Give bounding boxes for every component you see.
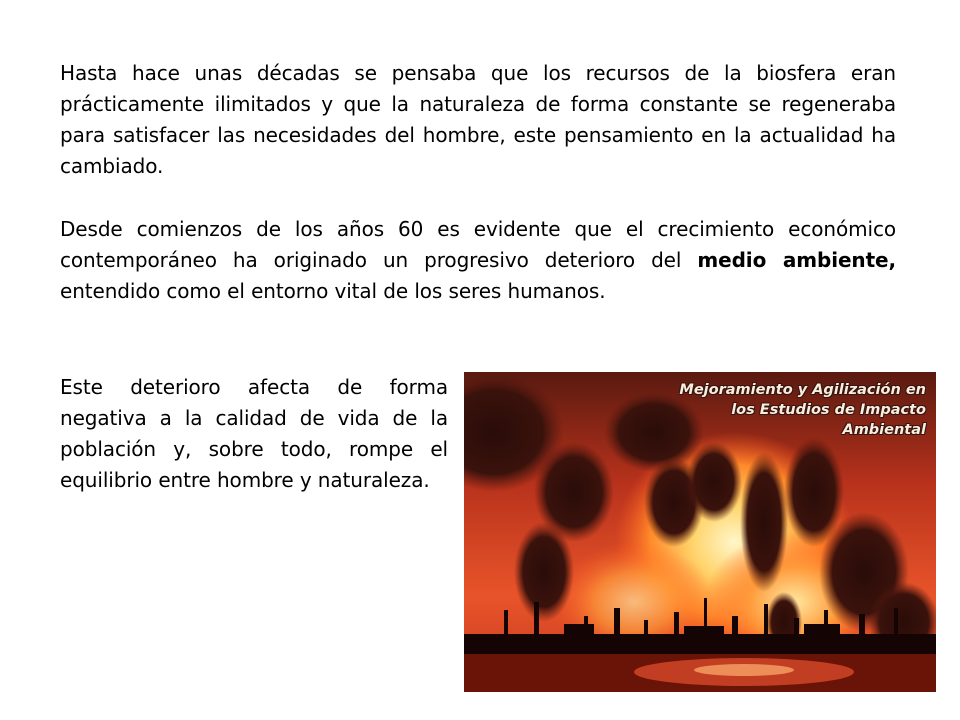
- image-caption: [646, 380, 926, 440]
- paragraph-text: entendido como el entorno vital de los seres humanos.: [60, 279, 606, 303]
- industrial-pollution-image: [464, 372, 936, 692]
- caption-line: Mejoramiento y Agilización en: [679, 382, 926, 398]
- intro-paragraph: Hasta hace unas décadas se pensaba que los recursos de la biosfera eran prácticamente ilimitados y que la naturaleza de forma constante se regeneraba para satisfacer las necesidades del hombre, este pensamiento en la actualidad ha cambiado.: [60, 61, 896, 178]
- caption-line: Ambiental: [842, 422, 926, 438]
- paragraph-text: Desde comienzos de los años 60 es evidente que el crecimiento económico contemporáneo ha originado un progresivo deterioro del: [60, 217, 896, 272]
- bold-term: medio ambiente,: [697, 248, 896, 272]
- caption-line: los Estudios de Impacto: [731, 402, 926, 418]
- impact-paragraph: Este deterioro afecta de forma negativa a la calidad de vida de la población y, sobre todo, rompe el equilibrio entre hombre y naturaleza.: [60, 375, 448, 492]
- deterioration-paragraph: [60, 214, 896, 307]
